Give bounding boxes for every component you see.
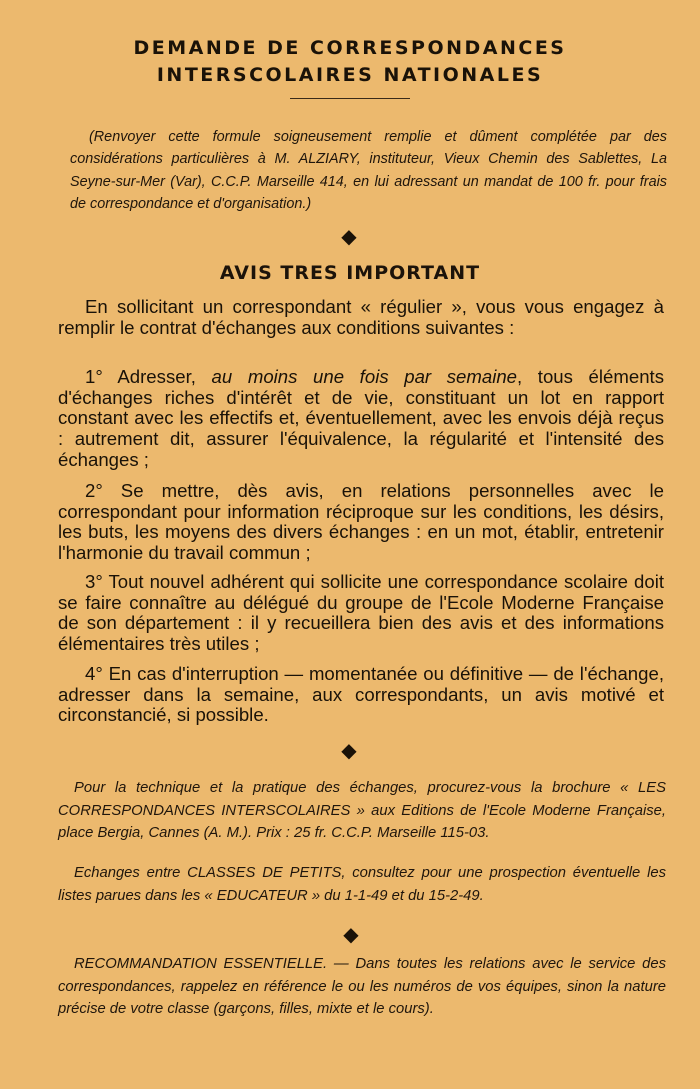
brochure-note: Pour la technique et la pratique des échanges, procurez-vous la brochure « LES CORRESPONDANCES INTERSCOLAIRES » aux Editions de l'Ecole Moderne Française, place Bergia, Cannes (A. M.). Prix : 25 fr. C.C.P. Marseille 115-03. <box>58 780 666 841</box>
title-line-1: DEMANDE DE CORRESPONDANCES <box>133 37 567 59</box>
diamond-ornament-icon: ◆ <box>341 226 357 248</box>
intro-conditions-paragraph: En sollicitant un correspondant « régulier », vous vous engagez à remplir le contrat d'échanges aux conditions suivantes : <box>58 296 664 338</box>
condition-3-paragraph: 3° Tout nouvel adhérent qui sollicite une correspondance scolaire doit se faire connaître au délégué du groupe de l'Ecole Moderne Française de son département : il y recueillera bien des avis et des informations élémentaires très utiles ; <box>58 571 664 655</box>
condition-2-paragraph: 2° Se mettre, dès avis, en relations personnelles avec le correspondant pour information réciproque sur les conditions, les désirs, les buts, les moyens des divers échanges : en un mot, établir, entretenir l'harmonie du travail commun ; <box>58 480 664 564</box>
condition-1-end: , tous éléments d'échanges riches d'intérêt et de vie, constituant un lot en rapport constant avec les effectifs et, éventuellement, avec les envois déjà reçus : autrement dit, assurer l'équivalence, la régularité et l'intensité des échanges ; <box>58 366 665 470</box>
diamond-ornament-icon: ◆ <box>343 924 359 946</box>
petits-classes-note: Echanges entre CLASSES DE PETITS, consultez pour une prospection éventuelle les listes parues dans les « EDUCATEUR » du 1-1-49 et du 15-2-49. <box>58 865 666 904</box>
title-divider <box>290 98 410 99</box>
section-heading: AVIS TRES IMPORTANT <box>219 262 481 284</box>
essential-recommendation-note: RECOMMANDATION ESSENTIELLE. — Dans toutes les relations avec le service des correspondances, rappelez en référence le ou les numéros de vos équipes, sinon la nature précise de votre classe (garçons, filles, mixte et le cours). <box>58 956 666 1017</box>
condition-4-paragraph: 4° En cas d'interruption — momentanée ou définitive — de l'échange, adresser dans la semaine, aux correspondants, un avis motivé et circonstancié, si possible. <box>58 663 664 726</box>
diamond-ornament-icon: ◆ <box>341 740 357 762</box>
condition-1-emphasis: au moins une fois par semaine <box>211 366 518 387</box>
condition-1-start: 1° Adresser, <box>85 366 212 387</box>
condition-1-paragraph <box>58 367 664 471</box>
title-line-2: INTERSCOLAIRES NATIONALES <box>156 64 544 86</box>
intro-paragraph: (Renvoyer cette formule soigneusement remplie et dûment complétée par des considérations particulières à M. ALZIARY, instituteur, Vieux Chemin des Sablettes, La Seyne-sur-Mer (Var), C.C.P. Marseille 414, en lui adressant un mandat de 100 fr. pour frais de correspondance et d'organisation.) <box>70 129 667 212</box>
